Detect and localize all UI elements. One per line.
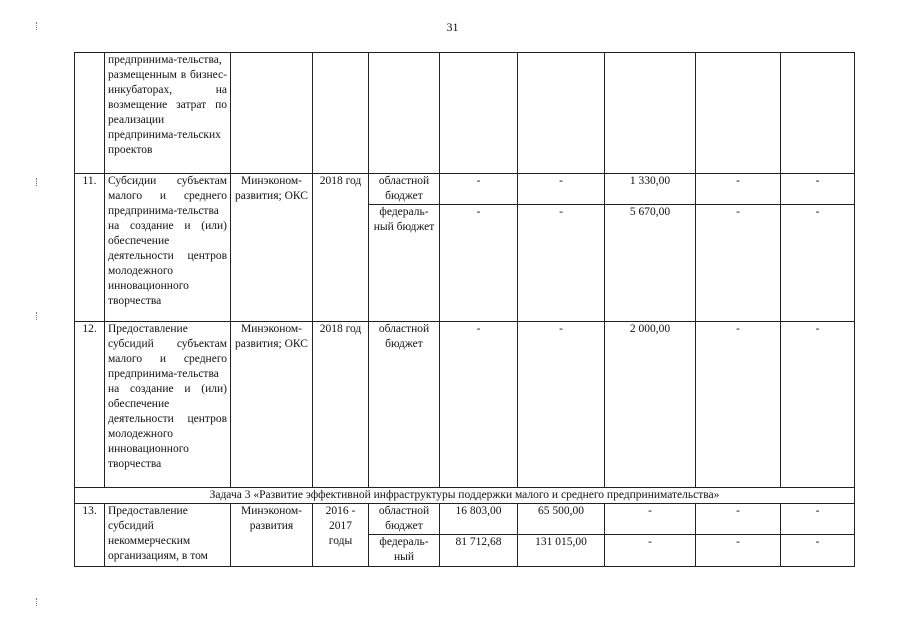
value-cell: - bbox=[781, 504, 855, 535]
value-cell: - bbox=[696, 322, 781, 488]
margin-mark bbox=[36, 312, 38, 320]
table-row bbox=[75, 174, 855, 205]
executor: Минэконом-развития bbox=[231, 504, 313, 567]
measures-table bbox=[74, 52, 855, 567]
value-cell: 5 670,00 bbox=[605, 205, 696, 322]
measure-name: предпринима-тельства, размещенным в бизнес-инкубаторах, на возмещение затрат по реализации предпринима-тельских проектов bbox=[105, 53, 231, 174]
page-number: 31 bbox=[446, 20, 459, 34]
funding-source: областной бюджет bbox=[369, 504, 440, 535]
row-number: 12. bbox=[75, 322, 105, 488]
margin-mark bbox=[36, 598, 38, 606]
value-cell: 81 712,68 bbox=[440, 535, 518, 567]
value-cell: - bbox=[518, 205, 605, 322]
value-cell: 131 015,00 bbox=[518, 535, 605, 567]
value-cell: - bbox=[440, 322, 518, 488]
margin-mark bbox=[36, 178, 38, 186]
measure-name: Предоставление субсидий некоммерческим организациям, в том bbox=[105, 504, 231, 567]
table-row bbox=[75, 488, 855, 504]
value-cell: - bbox=[605, 535, 696, 567]
funding-source: федераль-ный бюджет bbox=[369, 205, 440, 322]
value-cell: 65 500,00 bbox=[518, 504, 605, 535]
value-cell: - bbox=[440, 174, 518, 205]
table-row bbox=[75, 53, 855, 174]
value-cell: - bbox=[440, 205, 518, 322]
table-row bbox=[75, 322, 855, 488]
value-cell: - bbox=[696, 504, 781, 535]
period: 2016 - 2017 годы bbox=[313, 504, 369, 567]
value-cell: - bbox=[781, 205, 855, 322]
measure-name: Предоставление субсидий субъектам малого и среднего предпринима-тельства на создание и (или) обеспечение деятельности центров молодежного инновационного творчества bbox=[105, 322, 231, 488]
row-number: 13. bbox=[75, 504, 105, 567]
value-cell: - bbox=[781, 535, 855, 567]
table-row bbox=[75, 504, 855, 535]
value-cell: - bbox=[696, 174, 781, 205]
value-cell: 2 000,00 bbox=[605, 322, 696, 488]
value-cell: - bbox=[605, 504, 696, 535]
task-heading: Задача 3 «Развитие эффективной инфраструктуры поддержки малого и среднего предпринимательства» bbox=[75, 488, 855, 504]
period: 2018 год bbox=[313, 174, 369, 322]
value-cell: - bbox=[518, 322, 605, 488]
row-number: 11. bbox=[75, 174, 105, 322]
value-cell: - bbox=[518, 174, 605, 205]
funding-source: федераль-ный bbox=[369, 535, 440, 567]
value-cell: - bbox=[696, 535, 781, 567]
value-cell: 1 330,00 bbox=[605, 174, 696, 205]
value-cell: - bbox=[696, 205, 781, 322]
value-cell: - bbox=[781, 174, 855, 205]
period: 2018 год bbox=[313, 322, 369, 488]
margin-mark bbox=[36, 22, 38, 30]
row-number bbox=[75, 53, 105, 174]
value-cell: 16 803,00 bbox=[440, 504, 518, 535]
funding-source: областной бюджет bbox=[369, 322, 440, 488]
measure-name: Субсидии субъектам малого и среднего предпринима-тельства на создание и (или) обеспечение деятельности центров молодежного инновационного творчества bbox=[105, 174, 231, 322]
funding-source: областной бюджет bbox=[369, 174, 440, 205]
value-cell: - bbox=[781, 322, 855, 488]
executor: Минэконом-развития; ОКС bbox=[231, 322, 313, 488]
executor: Минэконом-развития; ОКС bbox=[231, 174, 313, 322]
